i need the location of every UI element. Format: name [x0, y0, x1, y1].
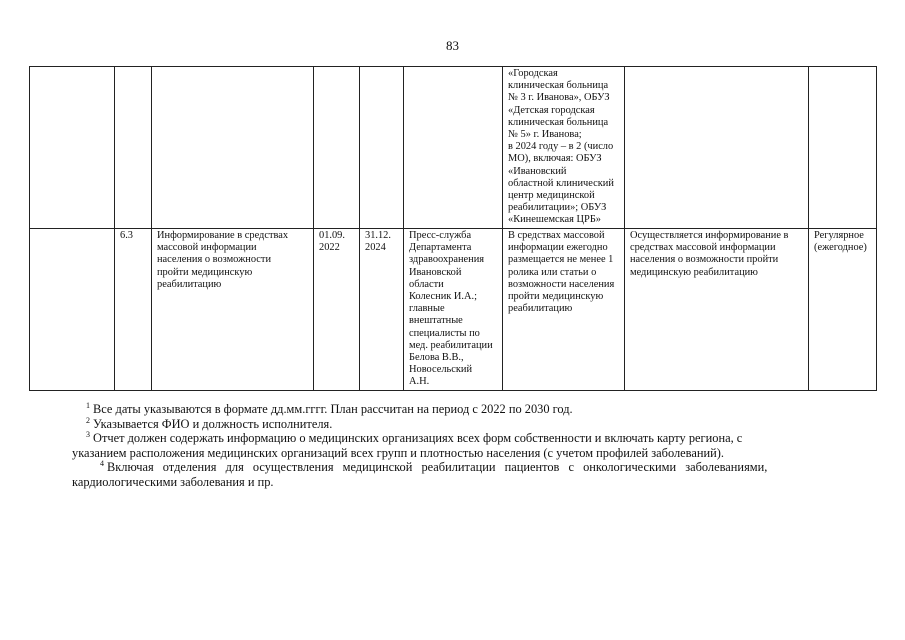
cell-line: Колесник И.А.; — [409, 291, 477, 303]
cell-line: здравоохранения — [409, 254, 485, 266]
footnote-3-continuation: указанием расположения медицинских организаций всех групп и плотностью населения (с учетом профилей заболеваний). — [72, 445, 724, 460]
cell-line: в 2024 году – в 2 (число — [508, 141, 614, 153]
footnote-text: Отчет должен содержать информацию о медицинских организациях всех форм собственности и включать карту региона, с — [93, 431, 743, 446]
cell-line: Регулярное — [814, 230, 864, 241]
cell-line: Департамента — [409, 242, 472, 254]
cell-line: области — [409, 278, 444, 290]
item-number-cell — [115, 229, 152, 391]
cell-line: «Ивановский — [508, 165, 567, 177]
cell-line: 01.09. — [319, 230, 345, 241]
footnote-text: Включая отделения для осуществления медицинской реабилитации пациентов с онкологическими заболеваниями, — [107, 460, 768, 475]
cell-line: массовой информации — [157, 242, 257, 254]
footnote-mark: 2 — [86, 415, 90, 425]
item-number-cell — [115, 67, 152, 229]
plan-table — [29, 66, 877, 391]
responsible-cell — [404, 229, 503, 391]
cell-line: клиническая больница — [508, 116, 609, 128]
periodicity-cell — [809, 229, 877, 391]
cell-line: Пресс-служба — [409, 230, 472, 241]
responsible-cell — [404, 67, 503, 229]
footnote-4-continuation: кардиологическими заболевания и пр. — [72, 474, 274, 489]
result-cell — [503, 229, 625, 391]
blank-cell — [30, 67, 115, 229]
indicator-cell — [625, 229, 809, 391]
cell-line: реабилитацию — [508, 303, 573, 315]
cell-line: «Кинешемская ЦРБ» — [508, 214, 601, 226]
end-date-cell — [360, 229, 404, 391]
cell-line: пройти медицинскую — [508, 291, 604, 303]
cell-line: размещается не менее 1 — [508, 254, 614, 266]
cell-line: № 3 г. Иванова», ОБУЗ — [508, 92, 610, 104]
cell-line: № 5» г. Иванова; — [508, 129, 582, 141]
cell-line: МО), включая: ОБУЗ — [508, 153, 602, 165]
cell-line: медицинскую реабилитацию — [630, 266, 758, 278]
start-date-cell — [314, 229, 360, 391]
cell-line: реабилитацию — [157, 278, 222, 290]
cell-line: А.Н. — [409, 376, 430, 388]
periodicity-cell — [809, 67, 877, 229]
cell-line: специалисты по — [409, 327, 480, 339]
cell-line: главные — [409, 303, 445, 315]
cell-line: ролика или статьи о — [508, 266, 597, 278]
cell-line: информации ежегодно — [508, 242, 608, 254]
cell-line: областной клинический — [508, 177, 614, 189]
cell-line: В средствах массовой — [508, 230, 605, 241]
footnote-mark: 3 — [86, 430, 90, 440]
activity-name-cell — [152, 67, 314, 229]
start-date-cell — [314, 67, 360, 229]
footnote-mark: 4 — [100, 459, 104, 469]
cell-line: клиническая больница — [508, 80, 609, 92]
cell-line: 2022 — [319, 242, 340, 254]
result-cell — [503, 67, 625, 229]
cell-line: «Городская — [508, 68, 558, 79]
cell-line: мед. реабилитации — [409, 339, 493, 351]
cell-line: реабилитации»; ОБУЗ — [508, 202, 607, 214]
footnote-text: Указывается ФИО и должность исполнителя. — [93, 416, 333, 431]
table-row — [30, 229, 877, 391]
cell-line: населения о возможности пройти — [630, 254, 779, 266]
cell-line: Новосельский — [409, 364, 473, 376]
cell-line: Ивановской — [409, 266, 462, 278]
footnote-4 — [100, 460, 846, 475]
cell-line: центр медицинской — [508, 190, 595, 202]
cell-line: 2024 — [365, 242, 386, 254]
footnote-1 — [86, 402, 846, 417]
cell-line: пройти медицинскую — [157, 266, 253, 278]
footnotes — [72, 401, 846, 490]
table-row — [30, 67, 877, 229]
cell-line: средствах массовой информации — [630, 242, 776, 254]
indicator-cell — [625, 67, 809, 229]
cell-line: Информирование в средствах — [157, 230, 289, 241]
cell-line: 31.12. — [365, 230, 391, 241]
end-date-cell — [360, 67, 404, 229]
footnote-text: Все даты указываются в формате дд.мм.гггг. План рассчитан на период с 2022 по 2030 год. — [93, 402, 573, 416]
footnote-mark: 1 — [86, 401, 90, 410]
cell-line: (ежегодное) — [814, 242, 867, 254]
cell-line: возможности населения — [508, 278, 615, 290]
footnote-3 — [86, 431, 846, 446]
cell-line: Белова В.В., — [409, 352, 464, 364]
cell-line: внештатные — [409, 315, 463, 327]
footnote-2 — [86, 417, 846, 432]
activity-name-cell — [152, 229, 314, 391]
cell-line: «Детская городская — [508, 104, 595, 116]
cell-text: 6.3 — [120, 230, 133, 241]
cell-line: населения о возможности — [157, 254, 272, 266]
cell-line: Осуществляется информирование в — [630, 230, 789, 241]
page-number: 83 — [446, 38, 459, 53]
blank-cell — [30, 229, 115, 391]
